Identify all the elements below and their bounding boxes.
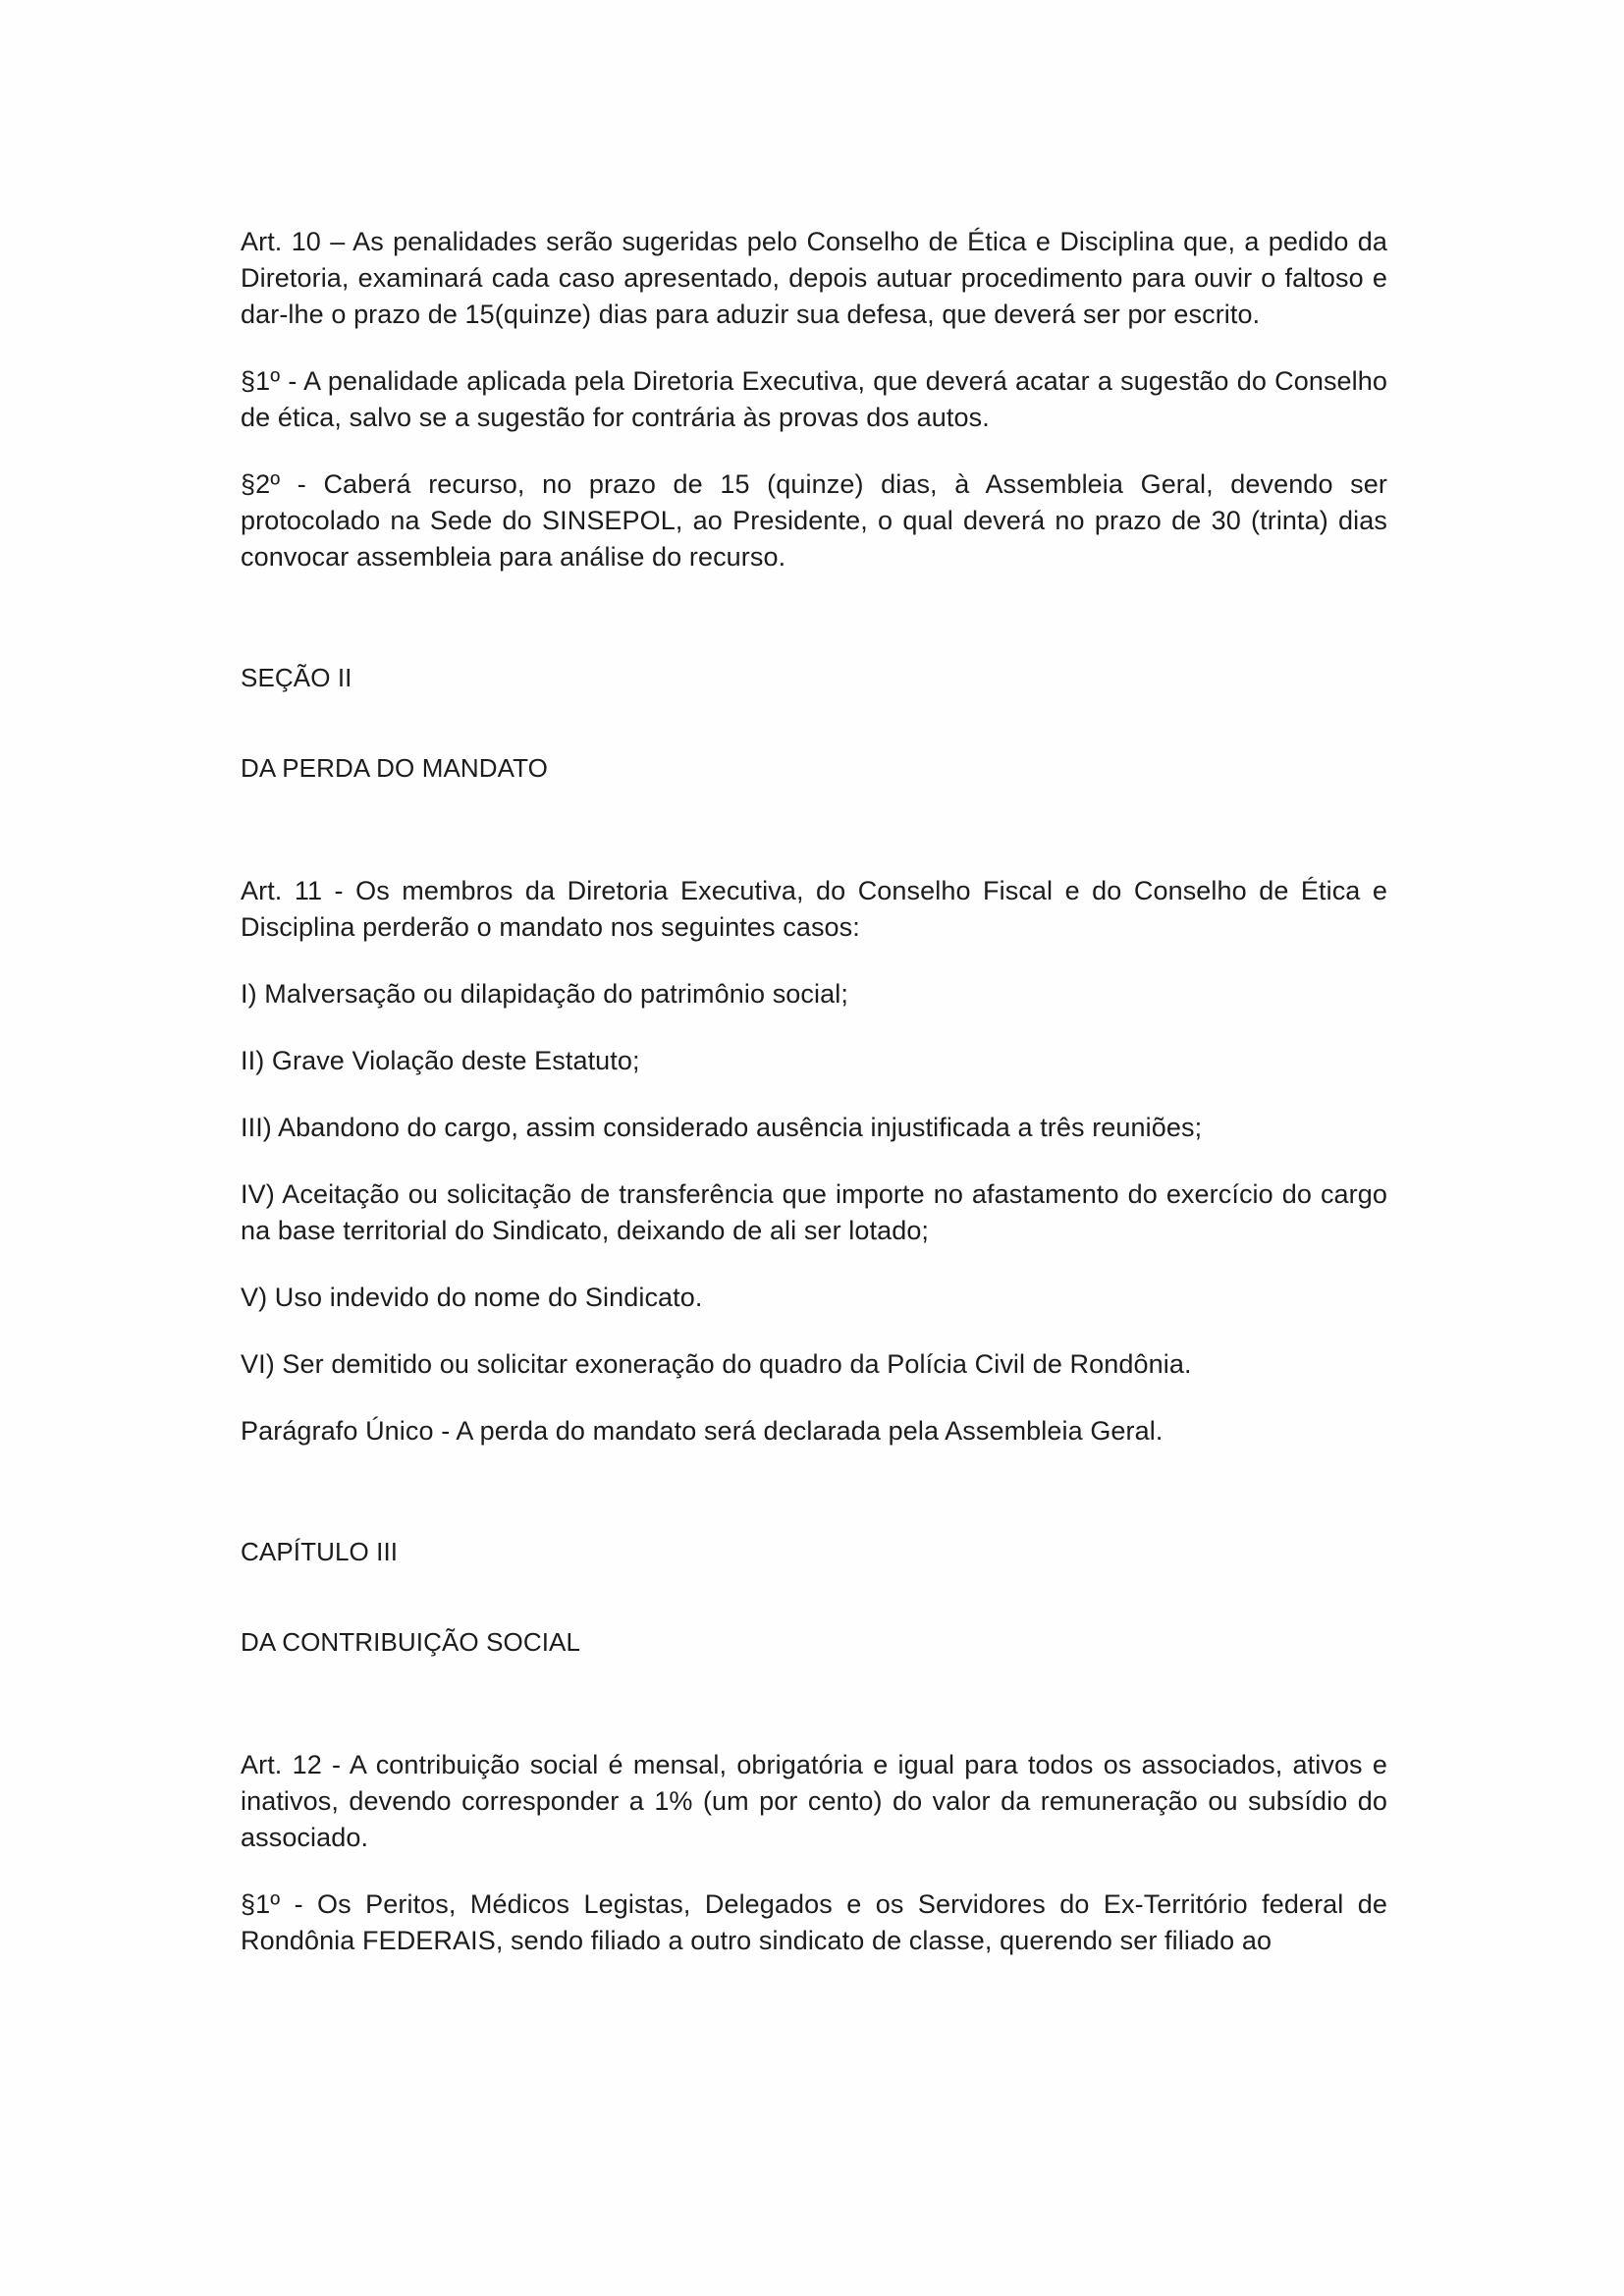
chapter-3-title: DA CONTRIBUIÇÃO SOCIAL: [241, 1627, 581, 1657]
article-11: Art. 11 - Os membros da Diretoria Executiva, do Conselho Fiscal e do Conselho de Ética e Disciplina perderão o mandato nos seguintes casos:: [241, 876, 1387, 942]
article-11-item: VI) Ser demitido ou solicitar exoneração do quadro da Polícia Civil de Rondônia.: [241, 1349, 1192, 1379]
article-12-paragraph-1: §1º - Os Peritos, Médicos Legistas, Delegados e os Servidores do Ex-Território federal de Rondônia FEDERAIS, sendo filiado a outro sindicato de classe, querendo ser filiado ao: [241, 1889, 1387, 1955]
document-body: [241, 224, 1387, 1990]
article-11-item: III) Abandono do cargo, assim considerado ausência injustificada a três reuniões;: [241, 1113, 1203, 1142]
article-11-item: V) Uso indevido do nome do Sindicato.: [241, 1283, 703, 1312]
article-10-paragraph-1: §1º - A penalidade aplicada pela Diretoria Executiva, que deverá acatar a sugestão do Conselho de ética, salvo se a sugestão for contrária às provas dos autos.: [241, 366, 1387, 432]
article-11-item: II) Grave Violação deste Estatuto;: [241, 1046, 640, 1075]
article-10: Art. 10 – As penalidades serão sugeridas pelo Conselho de Ética e Disciplina que, a pedido da Diretoria, examinará cada caso apresentado, depois autuar procedimento para ouvir o faltoso e dar-lhe o prazo de 15(quinze) dias para aduzir sua defesa, que deverá ser por escrito.: [241, 227, 1387, 329]
section-2-title: DA PERDA DO MANDATO: [241, 753, 548, 783]
article-11-item: IV) Aceitação ou solicitação de transferência que importe no afastamento do exercício do cargo na base territorial do Sindicato, deixando de ali ser lotado;: [241, 1179, 1387, 1245]
chapter-3-label: CAPÍTULO III: [241, 1537, 399, 1566]
section-2-label: SEÇÃO II: [241, 663, 352, 692]
article-11-sole-paragraph: Parágrafo Único - A perda do mandato será declarada pela Assembleia Geral.: [241, 1416, 1164, 1446]
article-10-paragraph-2: §2º - Caberá recurso, no prazo de 15 (quinze) dias, à Assembleia Geral, devendo ser protocolado na Sede do SINSEPOL, ao Presidente, o qual deverá no prazo de 30 (trinta) dias convocar assembleia para análise do recurso.: [241, 469, 1387, 572]
article-12: Art. 12 - A contribuição social é mensal, obrigatória e igual para todos os associados, ativos e inativos, devendo corresponder a 1% (um por cento) do valor da remuneração ou subsídio do associado.: [241, 1750, 1387, 1852]
article-11-item: I) Malversação ou dilapidação do patrimônio social;: [241, 979, 848, 1009]
